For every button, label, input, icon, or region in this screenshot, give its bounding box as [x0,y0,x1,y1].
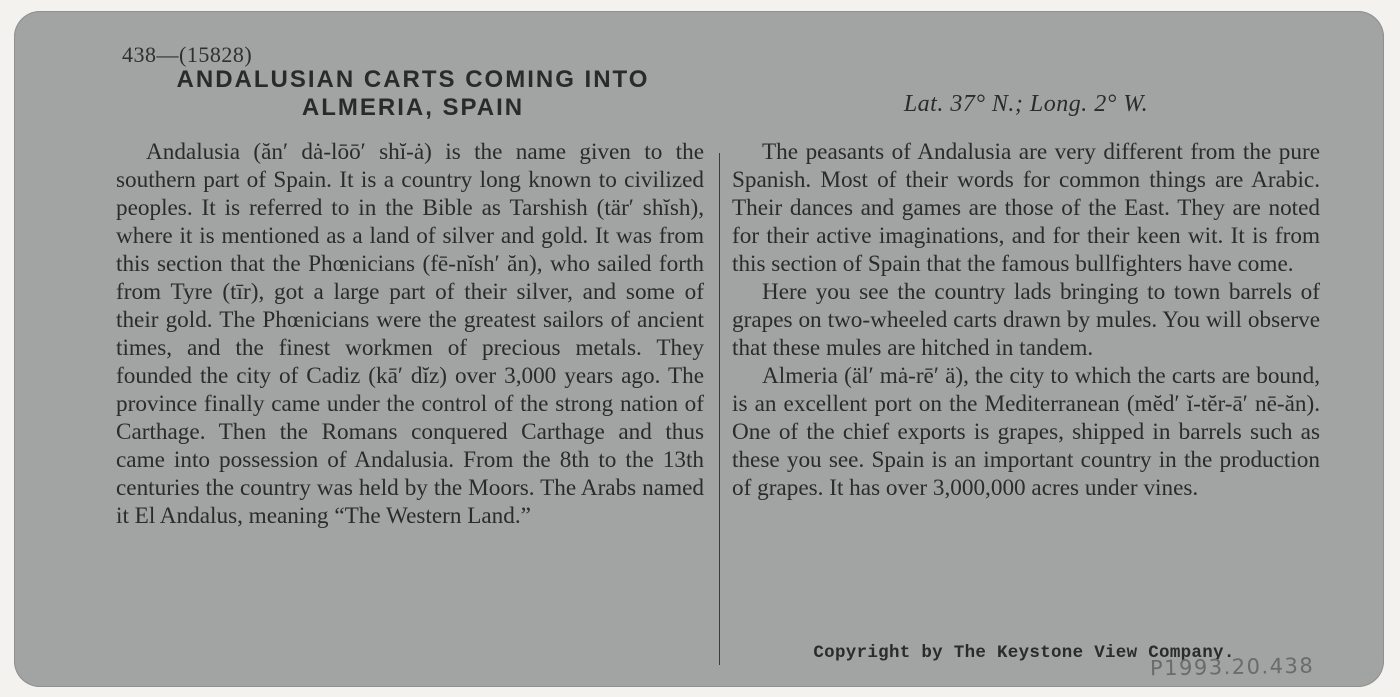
copyright-line: Copyright by The Keystone View Company. [813,643,1235,663]
lat-long: Lat. 37° N.; Long. 2° W. [903,91,1149,117]
card-title [114,66,712,122]
column-divider [719,153,720,665]
accession-number: P1993.20.438 [1149,653,1315,681]
right-paragraph-2: Here you see the country lads bringing to town barrels of grapes on two-wheeled carts drawn by mules. You will observe that these mules are hitched in tandem. [732,279,1320,361]
right-paragraph-1: The peasants of Andalusia are very different from the pure Spanish. Most of their words for common things are Arabic. Their dances and games are those of the East. They are noted for their active imaginations, and for their keen wit. It is from this section of Spain that the famous bullfighters have come. [732,139,1320,277]
right-paragraph-3: Almeria (äl′ mȧ-rē′ ä), the city to which the carts are bound, is an excellent port on the Mediterranean (mĕd′ ĭ-tĕr-ā′ nē-ăn). One of the chief exports is grapes, shipped in barrels such as these you see. Spain is an important country in the production of grapes. It has over 3,000,000 acres under vines. [732,363,1320,501]
catalog-number: 438—(15828) [122,42,253,67]
stereograph-card-back [14,11,1384,687]
title-line-2: ALMERIA, SPAIN [301,94,525,121]
left-column [116,138,704,530]
left-paragraph: Andalusia (ăn′ dȧ-lōō′ shĭ-ȧ) is the name given to the southern part of Spain. It is a country long known to civilized peoples. It is referred to in the Bible as Tarshish (tär′ shĭsh), where it is mentioned as a land of silver and gold. It was from this section that the Phœnicians (fē-nĭsh′ ăn), who sailed forth from Tyre (tīr), got a large part of their silver, and some of their gold. The Phœnicians were the greatest sailors of ancient times, and the finest workmen of precious metals. They founded the city of Cadiz (kā′ dĭz) over 3,000 years ago. The province finally came under the control of the strong nation of Carthage. Then the Romans conquered Carthage and thus came into possession of Andalusia. From the 8th to the 13th centuries the country was held by the Moors. The Arabs named it El Andalus, meaning “The Western Land.” [116,139,704,529]
title-line-1: ANDALUSIAN CARTS COMING INTO [176,66,650,93]
right-column [732,138,1320,502]
